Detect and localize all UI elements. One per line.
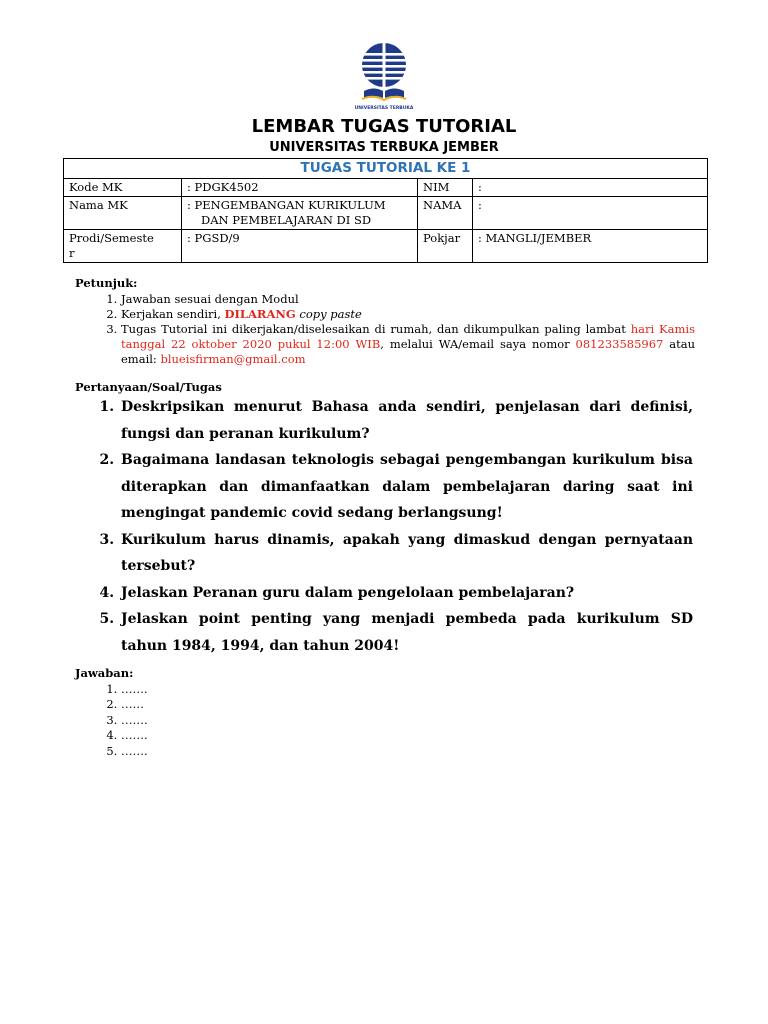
nama-mk-value bbox=[182, 197, 418, 230]
nim-value: : bbox=[473, 179, 708, 197]
document-subtitle: UNIVERSITAS TERBUKA JEMBER bbox=[269, 140, 499, 155]
instruction-3-middle: , melalui WA/email saya nomor bbox=[380, 337, 576, 351]
table-heading: TUGAS TUTORIAL KE 1 bbox=[64, 159, 708, 179]
pokjar-value: : MANGLI/JEMBER bbox=[473, 230, 708, 263]
question-item: 2. Bagaimana landasan teknologis sebagai pengembangan kurikulum bisa diterapkan dan dimanfaatkan dalam pembelajaran daring saat ini mengingat pandemic covid sedang berlangsung! bbox=[119, 447, 693, 527]
phone-number: 081233585967 bbox=[575, 337, 664, 351]
question-item: 3. Kurikulum harus dinamis, apakah yang dimaskud dengan pernyataan tersebut? bbox=[119, 527, 693, 580]
nama-mk-label: Nama MK bbox=[64, 197, 182, 230]
nama-label: NAMA bbox=[418, 197, 473, 230]
question-item: 5. Jelaskan point penting yang menjadi pembeda pada kurikulum SD tahun 1984, 1994, dan tahun 2004! bbox=[119, 606, 693, 659]
logo-caption: UNIVERSITAS TERBUKA bbox=[354, 106, 414, 111]
instructions-section bbox=[75, 276, 695, 367]
instructions-list bbox=[75, 292, 695, 367]
deadline-text: hari Kamis tanggal 22 oktober 2020 pukul 12:00 WIB bbox=[121, 322, 695, 351]
pokjar-label: Pokjar bbox=[418, 230, 473, 263]
answer-item: 2. …… bbox=[121, 697, 148, 713]
question-item: 1. Deskripsikan menurut Bahasa anda sendiri, penjelasan dari definisi, fungsi dan peranan kurikulum? bbox=[119, 394, 693, 447]
copy-paste-text: copy paste bbox=[299, 307, 362, 321]
kode-mk-label: Kode MK bbox=[64, 179, 182, 197]
answer-item: 1. ……. bbox=[121, 682, 148, 698]
email-address: blueisfirman@gmail.com bbox=[160, 352, 306, 366]
answer-item: 5. ……. bbox=[121, 744, 148, 760]
nama-mk-line1: : PENGEMBANGAN KURIKULUM bbox=[187, 198, 386, 212]
nama-mk-line2: DAN PEMBELAJARAN DI SD bbox=[201, 213, 372, 227]
prodi-label-line1: Prodi/Semeste bbox=[69, 231, 154, 245]
instruction-2-text: Kerjakan sendiri, bbox=[121, 307, 225, 321]
list-item bbox=[121, 322, 695, 367]
table-row bbox=[64, 197, 708, 230]
answers-list bbox=[75, 682, 148, 760]
nim-label: NIM bbox=[418, 179, 473, 197]
questions-label: Pertanyaan/Soal/Tugas bbox=[75, 380, 222, 394]
question-item: 4. Jelaskan Peranan guru dalam pengelolaan pembelajaran? bbox=[119, 580, 693, 607]
table-row bbox=[64, 179, 708, 197]
instructions-label: Petunjuk: bbox=[75, 276, 138, 290]
prohibited-warning: DILARANG bbox=[224, 307, 296, 321]
questions-list bbox=[75, 394, 693, 659]
answers-section bbox=[75, 666, 148, 759]
university-logo bbox=[352, 40, 416, 114]
instruction-3-text: Tugas Tutorial ini dikerjakan/diselesaikan di rumah, dan dikumpulkan paling lambat bbox=[121, 322, 631, 336]
prodi-label-line2: r bbox=[69, 246, 75, 260]
kode-mk-value: : PDGK4502 bbox=[182, 179, 418, 197]
document-title: LEMBAR TUGAS TUTORIAL bbox=[251, 116, 517, 137]
email-prefix: atau email: bbox=[121, 337, 695, 366]
list-item bbox=[121, 307, 695, 322]
answer-item: 4. ……. bbox=[121, 728, 148, 744]
prodi-value: : PGSD/9 bbox=[182, 230, 418, 263]
instruction-1: Jawaban sesuai dengan Modul bbox=[121, 292, 299, 306]
course-info-table bbox=[63, 158, 708, 263]
questions-section bbox=[75, 394, 693, 659]
table-row bbox=[64, 230, 708, 263]
prodi-label bbox=[64, 230, 182, 263]
answer-item: 3. ……. bbox=[121, 713, 148, 729]
nama-value: : bbox=[473, 197, 708, 230]
university-logo-icon bbox=[352, 40, 416, 114]
answers-label: Jawaban: bbox=[75, 666, 134, 680]
list-item bbox=[121, 292, 695, 307]
